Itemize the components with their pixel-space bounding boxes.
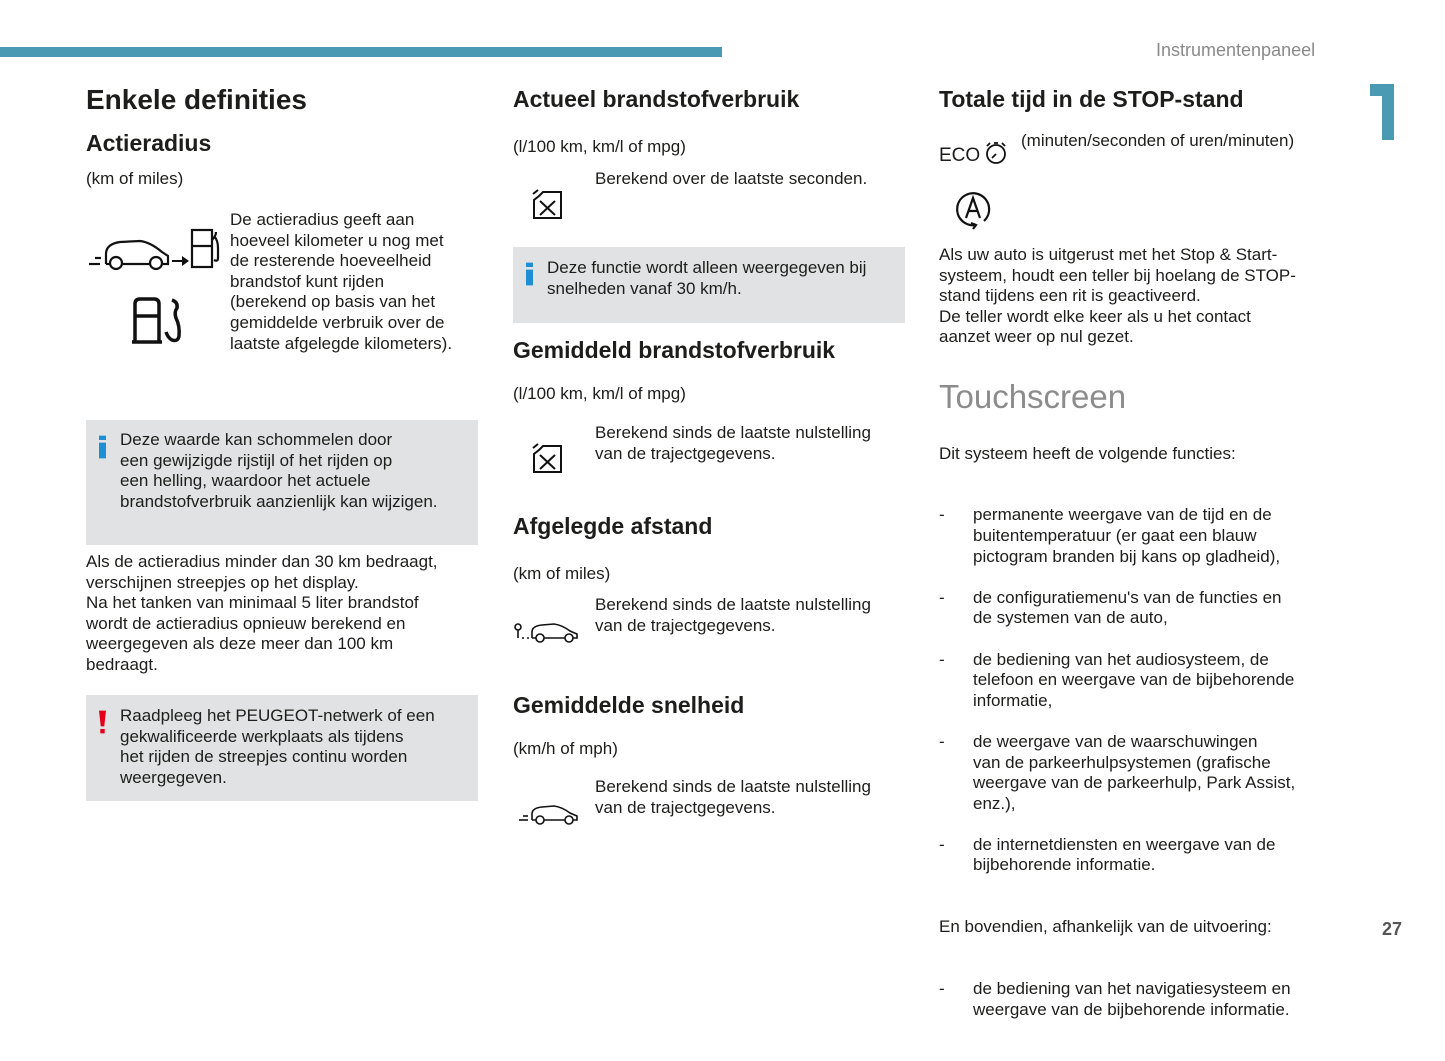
unit-text: (l/100 km, km/l of mpg): [513, 384, 686, 403]
warning-note-text: Raadpleeg het PEUGEOT-netwerk of een gekwalificeerde werkplaats als tijdens het rijden de streepjes continu worden weergegeven.: [120, 706, 435, 787]
header-accent-bar: [0, 47, 722, 57]
info-note-box: [513, 247, 905, 323]
range-paragraph: Als de actieradius minder dan 30 km bedraagt, verschijnen streepjes op het display. Na het tanken van minimaal 5 liter brandstof wordt de actieradius opnieuw berekend en weergegeven als deze meer dan 100 km bedraagt.: [86, 552, 438, 674]
info-icon: [526, 261, 533, 287]
page-number: 27: [1382, 919, 1403, 939]
warning-note-box: [86, 695, 478, 801]
list-item-text: de bediening van het navigatiesysteem en weergave van de bijbehorende informatie.: [973, 979, 1291, 1019]
list-item-text: de internetdiensten en weergave van de bijbehorende informatie.: [973, 834, 1276, 875]
info-icon: [99, 434, 106, 460]
stop-paragraph: Als uw auto is uitgerust met het Stop & Start- systeem, houdt een teller bij hoelang de STOP- stand tijdens een rit is geactiveerd. De teller wordt elke keer als u het contact aanzet weer op nul gezet.: [939, 245, 1296, 347]
touchscreen-intro: Dit systeem heeft de volgende functies:: [939, 443, 1236, 463]
page-title: Enkele definities: [86, 84, 307, 115]
section-title-snelheid: Gemiddelde snelheid: [513, 692, 745, 718]
list-item-text: de bediening van het audiosysteem, de telefoon en weergave van de bijbehorende informatie,: [973, 649, 1295, 710]
list-item-text: de weergave van de waarschuwingen van de parkeerhulpsystemen (grafische weergave van de parkeerhulp, Park Assist, enz.),: [973, 731, 1296, 813]
list-item-text: permanente weergave van de tijd en de buitentemperatuur (er gaat een blauw pictogram branden bij kans op gladheid),: [973, 505, 1281, 566]
section-title-actueel: Actueel brandstofverbruik: [513, 86, 800, 112]
list-item: [939, 650, 1339, 712]
range-description: De actieradius geeft aan hoeveel kilometer u nog met de resterende hoeveelheid brandstof kunt rijden (berekend op basis van het gemiddelde verbruik over de laatste afgelegde kilometers).: [230, 210, 453, 353]
section-title-actieradius: Actieradius: [86, 130, 212, 156]
list-item: [939, 835, 1339, 876]
unit-text: (l/100 km, km/l of mpg): [513, 137, 686, 156]
function-list: [939, 485, 1339, 897]
unit-text: (km of miles): [86, 169, 184, 188]
info-note-box: [86, 420, 478, 545]
warning-icon: [99, 709, 106, 735]
list-item: [939, 588, 1339, 629]
touchscreen-section: [939, 423, 1339, 1061]
section-text: Berekend sinds de laatste nulstelling van de trajectgegevens.: [595, 423, 871, 463]
section-text: Berekend sinds de laatste nulstelling van de trajectgegevens.: [595, 595, 871, 635]
stop-start-auto-icon: [954, 190, 992, 230]
info-note-text: Deze functie wordt alleen weergegeven bij snelheden vanaf 30 km/h.: [547, 258, 867, 298]
section-title-afstand: Afgelegde afstand: [513, 513, 713, 539]
list-item: [939, 979, 1339, 1020]
dash: -: [939, 505, 945, 525]
fuel-can-icon: [531, 442, 563, 474]
dash: -: [939, 979, 945, 999]
section-text: Berekend over de laatste seconden.: [595, 169, 868, 188]
list-item: [939, 732, 1339, 814]
unit-text: (km of miles): [513, 564, 611, 583]
section-title-stop-stand: Totale tijd in de STOP-stand: [939, 86, 1244, 112]
touchscreen-title: Touchscreen: [939, 378, 1127, 415]
section-title-gemiddeld: Gemiddeld brandstofverbruik: [513, 337, 836, 363]
section-text: Berekend sinds de laatste nulstelling van de trajectgegevens.: [595, 777, 871, 817]
eco-label: ECO: [939, 145, 981, 166]
fuel-can-icon: [531, 188, 563, 220]
speed-car-icon: [518, 802, 580, 826]
distance-car-icon: [514, 620, 580, 644]
list-item: [939, 505, 1339, 567]
touchscreen-extra: En bovendien, afhankelijk van de uitvoering:: [939, 917, 1272, 937]
list-item-text: de configuratiemenu's van de functies en de systemen van de auto,: [973, 587, 1282, 628]
dash: -: [939, 731, 945, 751]
fuel-pump-icon: [132, 296, 184, 344]
chapter-number-1: [1370, 84, 1394, 140]
unit-text: (km/h of mph): [513, 739, 618, 758]
stopwatch-icon: [984, 141, 1008, 165]
dash: -: [939, 834, 945, 854]
dash: -: [939, 587, 945, 607]
unit-text: (minuten/seconden of uren/minuten): [1021, 131, 1295, 150]
running-title: Instrumentenpaneel: [1156, 40, 1316, 60]
extra-function-list: [939, 958, 1339, 1040]
dash: -: [939, 649, 945, 669]
range-car-to-pump-icon: [88, 226, 223, 271]
info-note-text: Deze waarde kan schommelen door een gewijzigde rijstijl of het rijden op een helling, waardoor het actuele brandstofverbruik aanzienlijk kan wijzigen.: [120, 430, 438, 511]
